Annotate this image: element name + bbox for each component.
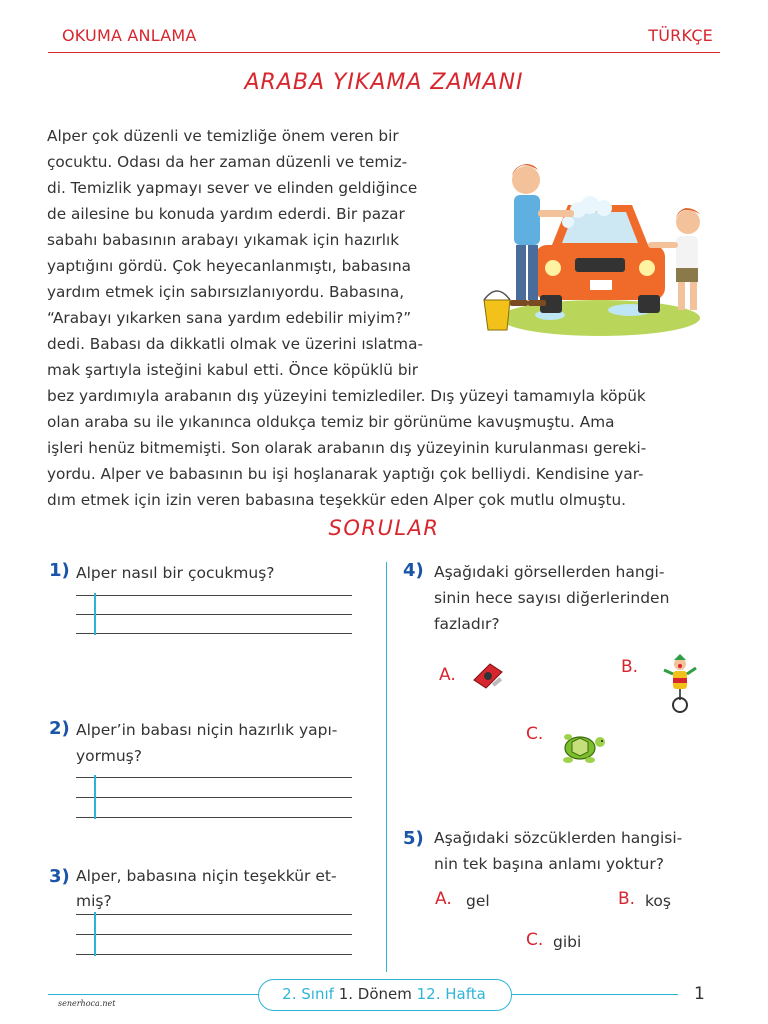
question-text: fazladır?	[434, 615, 500, 633]
question-text: Aşağıdaki sözcüklerden hangisi-	[434, 829, 683, 847]
grade-label: Sınıf	[301, 985, 334, 1003]
question-text: miş?	[76, 892, 112, 910]
passage-line: Alper çok düzenli ve temizliğe önem veren bir	[47, 127, 399, 145]
option-b-word[interactable]: koş	[645, 892, 671, 910]
option-b[interactable]: B.	[618, 889, 636, 909]
week-number: 12.	[416, 985, 441, 1003]
passage-line: yordu. Alper ve babasının bu işi hoşlanarak yaptığı çok belliydi. Kendisine yar-	[47, 465, 644, 483]
header-subject-left: OKUMA ANLAMA	[62, 26, 197, 45]
turtle-icon[interactable]	[556, 728, 608, 772]
story-title: ARABA YIKAMA ZAMANI	[244, 70, 524, 95]
questions-title: SORULAR	[328, 516, 440, 540]
answer-line[interactable]	[76, 777, 352, 778]
question-number: 1)	[49, 560, 70, 581]
car-wash-illustration	[480, 150, 720, 350]
passage-line: sabahı babasının arabayı yıkamak için hazırlık	[47, 231, 400, 249]
question-number: 3)	[49, 866, 70, 887]
question-text: Aşağıdaki görsellerden hangi-	[434, 563, 665, 581]
passage-line: de ailesine bu konuda yardım ederdi. Bir pazar	[47, 205, 405, 223]
passage-line: dım etmek için izin veren babasına teşekkür eden Alper çok mutlu olmuştu.	[47, 491, 627, 509]
passage-line: yardım etmek için sabırsızlanıyordu. Babasına,	[47, 283, 405, 301]
question-number: 2)	[49, 718, 70, 739]
answer-margin-mark	[94, 593, 96, 635]
footer-rule-right	[510, 994, 678, 995]
answer-line[interactable]	[76, 954, 352, 955]
answer-line[interactable]	[76, 817, 352, 818]
question-text: Alper nasıl bir çocukmuş?	[76, 564, 275, 582]
passage-line: di. Temizlik yapmayı sever ve elinden geldiğince	[47, 179, 418, 197]
column-divider	[386, 562, 387, 972]
answer-line[interactable]	[76, 914, 352, 915]
passage-line: mak şartıyla isteğini kabul etti. Önce köpüklü bir	[47, 361, 419, 379]
passage-line: bez yardımıyla arabanın dış yüzeyini temizlediler. Dış yüzeyi tamamıyla köpük	[47, 387, 646, 405]
footer-grade-info	[258, 985, 510, 1003]
passage-line: yaptığını gördü. Çok heyecanlanmıştı, babasına	[47, 257, 412, 275]
question-text: nin tek başına anlamı yoktur?	[434, 855, 664, 873]
answer-margin-mark	[94, 912, 96, 956]
week-label: Hafta	[445, 985, 486, 1003]
option-a-word[interactable]: gel	[466, 892, 490, 910]
question-number: 5)	[403, 828, 424, 849]
header-subject-right: TÜRKÇE	[648, 26, 713, 45]
answer-margin-mark	[94, 775, 96, 819]
question-text: Alper, babasına niçin teşekkür et-	[76, 867, 337, 885]
answer-line[interactable]	[76, 633, 352, 634]
answer-line[interactable]	[76, 797, 352, 798]
question-text: Alper’in babası niçin hazırlık yapı-	[76, 721, 338, 739]
pencil-sharpener-icon[interactable]	[470, 658, 506, 698]
option-a[interactable]: A.	[439, 665, 456, 685]
option-c[interactable]: C.	[526, 724, 544, 744]
passage-line: çocuktu. Odası da her zaman düzenli ve temiz-	[47, 153, 408, 171]
question-text: yormuş?	[76, 747, 142, 765]
answer-line[interactable]	[76, 595, 352, 596]
question-text: sinin hece sayısı diğerlerinden	[434, 589, 670, 607]
passage-line: dedi. Babası da dikkatli olmak ve üzerini ıslatma-	[47, 335, 423, 353]
footer-rule-left	[48, 994, 258, 995]
answer-line[interactable]	[76, 934, 352, 935]
grade-number: 2.	[282, 985, 297, 1003]
site-name: senerhoca.net	[58, 999, 116, 1008]
clown-unicycle-icon[interactable]	[660, 654, 700, 718]
passage-line: işleri henüz bitmemişti. Son olarak arabanın dış yüzeyinin kurulanması gereki-	[47, 439, 647, 457]
answer-line[interactable]	[76, 614, 352, 615]
option-a[interactable]: A.	[435, 889, 452, 909]
question-number: 4)	[403, 560, 424, 581]
header-rule	[48, 52, 720, 53]
option-c-word[interactable]: gibi	[553, 933, 582, 951]
term-label: 1. Dönem	[338, 985, 412, 1003]
option-b[interactable]: B.	[621, 657, 639, 677]
passage-line: “Arabayı yıkarken sana yardım edebilir miyim?”	[47, 309, 412, 327]
passage-line: olan araba su ile yıkanınca oldukça temiz bir görünüme kavuşmuştu. Ama	[47, 413, 615, 431]
page-number: 1	[694, 984, 705, 1004]
option-c[interactable]: C.	[526, 930, 544, 950]
